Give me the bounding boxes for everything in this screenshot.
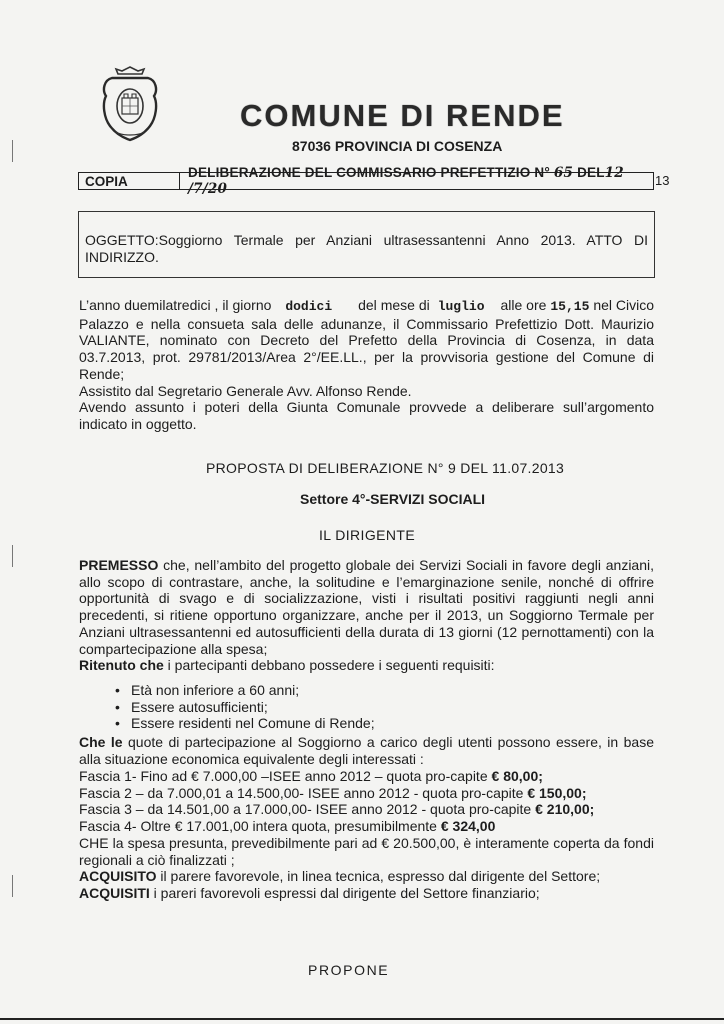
oggetto-box: OGGETTO:Soggiorno Termale per Anziani ultrasessantenni Anno 2013. ATTO DI INDIRIZZO.: [78, 211, 655, 278]
settore-heading: Settore 4°-SERVIZI SOCIALI: [300, 491, 486, 507]
intro-text-b: del mese di: [358, 297, 430, 313]
fascia-amount: € 150,00;: [527, 784, 587, 801]
fascia-text: Fascia 3 – da 14.501,00 a 17.000,00- ISEE anno 2012 - quota pro-capite: [79, 801, 536, 818]
ritenuto-label: Ritenuto che: [79, 657, 164, 674]
deliberation-label: [180, 165, 653, 197]
intro-text-c: alle ore: [500, 297, 547, 313]
spesa-text: CHE la spesa presunta, prevedibilmente pari ad € 20.500,00, è interamente coperta da fondi regionali a ciò finalizzati ;: [79, 835, 654, 868]
deliberation-title: DELIBERAZIONE DEL COMMISSARIO PREFETTIZIO N°: [188, 165, 550, 180]
province-subtitle: 87036 PROVINCIA DI COSENZA: [292, 138, 503, 154]
deliberation-del-label: DEL: [577, 165, 605, 180]
deliberation-year-tail: 13: [655, 173, 670, 188]
list-item: • Essere residenti nel Comune di Rende;: [115, 715, 375, 732]
requisito-text: Età non inferiore a 60 anni;: [131, 682, 300, 698]
intro-paragraph: [79, 297, 654, 433]
premesso-paragraph: [79, 557, 654, 674]
scan-edge-mark: [12, 875, 13, 897]
intro-text-a: L’anno duemilatredici , il giorno: [79, 297, 272, 313]
comune-crest-logo: [98, 66, 162, 142]
deliberation-number-handwritten: 65: [553, 165, 574, 181]
page-bottom-border: [0, 1018, 724, 1020]
ritenuto-text: i partecipanti debbano possedere i seguenti requisiti:: [163, 657, 495, 674]
list-item: • Età non inferiore a 60 anni;: [115, 682, 300, 698]
requisito-text: Essere residenti nel Comune di Rende;: [131, 715, 375, 732]
dirigente-heading: IL DIRIGENTE: [319, 527, 416, 543]
proposta-heading: PROPOSTA DI DELIBERAZIONE N° 9 DEL 11.07.2013: [206, 460, 565, 476]
premesso-label: PREMESSO: [79, 557, 159, 573]
fascia-text: Fascia 4- Oltre € 17.001,00 intera quota, presumibilmente: [79, 818, 441, 835]
fascia-row: [79, 768, 679, 785]
fascia-text: Fascia 2 – da 7.000,01 a 14.500,00- ISEE anno 2012 - quota pro-capite: [79, 784, 528, 801]
fascia-text: Fascia 1- Fino ad € 7.000,00 –ISEE anno 2012 – quota pro-capite: [79, 768, 492, 784]
fascia-row: [79, 785, 679, 802]
intro-text-d: nel Civico Palazzo e nella consueta sala delle adunanze, il Commissario Prefettizio Dott. Maurizio VALIANTE, nominato con Decreto del Prefetto della Provincia di Cosenza, in data 03.7.2013, prot. 29781/2013/Area 2°/EE.LL., per la provvisoria gestione del Comune di Rende;: [79, 297, 655, 382]
scan-edge-mark: [12, 140, 13, 162]
fascia-amount: € 210,00;: [535, 801, 595, 818]
acquisiti-label: ACQUISITI: [79, 885, 150, 902]
scan-edge-mark: [12, 545, 13, 567]
acquisito-label: ACQUISITO: [79, 868, 157, 885]
acquisiti-text: i pareri favorevoli espressi dal dirigente del Settore finanziario;: [149, 885, 540, 902]
intro-month: luglio: [437, 299, 485, 314]
fascia-amount: € 324,00: [440, 818, 496, 835]
fascia-row: [79, 818, 679, 835]
fascia-row: [79, 801, 679, 818]
requisiti-list: [79, 682, 654, 732]
document-title: COMUNE DI RENDE: [240, 98, 565, 133]
fasce-list: [79, 768, 679, 835]
intro-assistito: Assistito dal Segretario Generale Avv. Alfonso Rende.: [79, 382, 412, 399]
intro-avendo: Avendo assunto i poteri della Giunta Comunale provvede a deliberare sull’argomento indicato in oggetto.: [79, 399, 654, 432]
premesso-text: che, nell’ambito del progetto globale dei Servizi Sociali in favore degli anziani, allo scopo di contrastare, anche, la solitudine e l’emarginazione senile, nonché di offrire opportunità di svago e di socializzazione, visti i risultati positivi raggiunti negli anni precedenti, si ritiene opportuno organizzare, anche per il 2013, un Soggiorno Termale per Anziani ultrasessantenni ed autosufficienti della durata di 13 giorni (12 pernottamenti) con la compartecipazione alla spesa;: [79, 557, 654, 657]
copia-label: COPIA: [79, 173, 180, 189]
intro-day: dodici: [285, 299, 333, 314]
requisito-text: Essere autosufficienti;: [131, 698, 268, 715]
quote-paragraph: [79, 734, 654, 767]
che-text: quote di partecipazione al Soggiorno a carico degli utenti possono essere, in base alla situazione economica equivalente degli interessati :: [79, 734, 654, 767]
propone-heading: PROPONE: [308, 962, 390, 978]
closing-paragraph: [79, 835, 654, 902]
fascia-amount: € 80,00;: [491, 768, 543, 784]
acquisito-text: il parere favorevole, in linea tecnica, espresso dal dirigente del Settore;: [156, 868, 601, 885]
intro-hour: 15,15: [550, 299, 590, 314]
list-item: • Essere autosufficienti;: [115, 698, 268, 715]
deliberation-header-box: [78, 165, 654, 197]
che-label: Che le: [79, 734, 123, 750]
deliberation-date-handwritten: 12 /7/20: [188, 165, 624, 197]
